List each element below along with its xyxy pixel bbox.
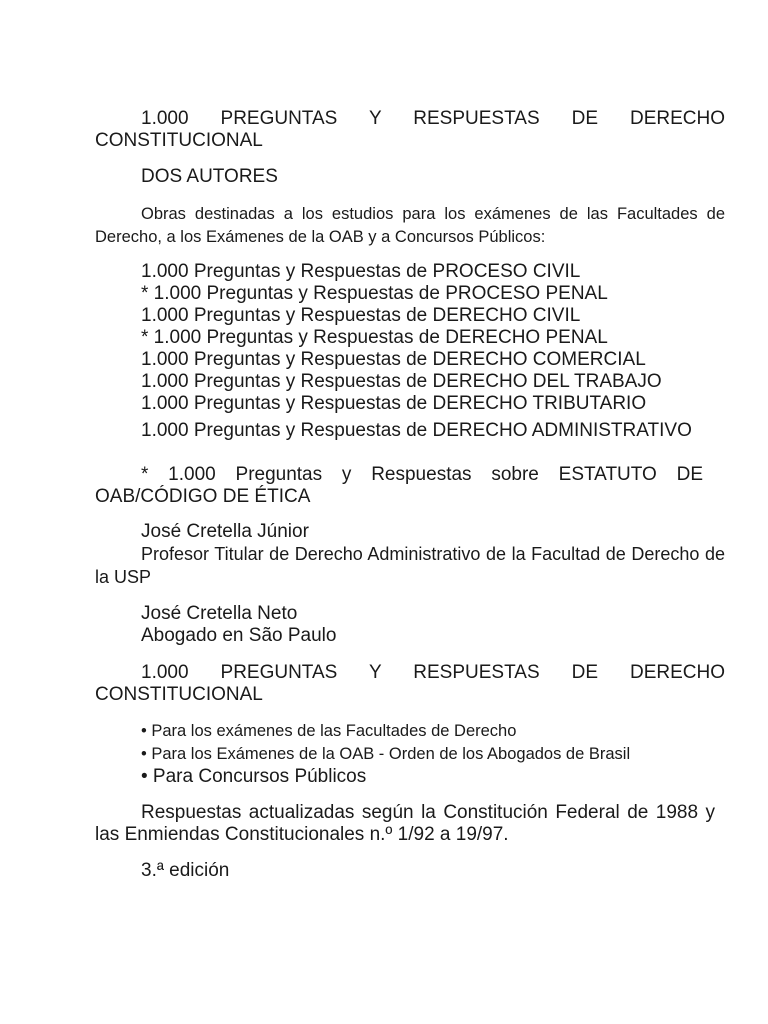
- works-list: [95, 261, 725, 415]
- intro-paragraph: Obras destinadas a los estudios para los exámenes de las Facultades de Derecho, a los Exámenes de la OAB y a Concursos Públicos:: [95, 205, 725, 246]
- author-one-role: Profesor Titular de Derecho Administrativo de la Facultad de Derecho de la USP: [95, 544, 725, 587]
- work-item: * 1.000 Preguntas y Respuestas de PROCESO PENAL: [141, 283, 608, 304]
- authors-label: DOS AUTORES: [141, 166, 278, 187]
- audience-item: • Para los exámenes de las Facultades de Derecho: [141, 722, 517, 740]
- work-item: 1.000 Preguntas y Respuestas de DERECHO DEL TRABAJO: [141, 371, 662, 392]
- edition-label: 3.ª edición: [141, 860, 230, 881]
- work-item: 1.000 Preguntas y Respuestas de DERECHO TRIBUTARIO: [141, 393, 647, 414]
- work-item-estatuto: * 1.000 Preguntas y Respuestas sobre ESTATUTO DE OAB/CÓDIGO DE ÉTICA: [95, 464, 703, 507]
- author-one: [95, 521, 725, 588]
- author-two-name: José Cretella Neto: [141, 603, 298, 624]
- work-item: 1.000 Preguntas y Respuestas de DERECHO COMERCIAL: [141, 349, 646, 370]
- audience-list: [95, 720, 725, 789]
- author-two-role: Abogado en São Paulo: [141, 625, 337, 646]
- audience-item: • Para los Exámenes de la OAB - Orden de los Abogados de Brasil: [141, 745, 631, 763]
- update-note: Respuestas actualizadas según la Constitución Federal de 1988 y las Enmiendas Constitucionales n.º 1/92 a 19/97.: [95, 802, 715, 845]
- book-title-repeat: 1.000 PREGUNTAS Y RESPUESTAS DE DERECHO CONSTITUCIONAL: [95, 662, 725, 705]
- work-item-administrativo: 1.000 Preguntas y Respuestas de DERECHO ADMINISTRATIVO: [141, 420, 692, 441]
- work-item: 1.000 Preguntas y Respuestas de DERECHO CIVIL: [141, 305, 581, 326]
- book-title: 1.000 PREGUNTAS Y RESPUESTAS DE DERECHO CONSTITUCIONAL: [95, 108, 725, 151]
- work-item: * 1.000 Preguntas y Respuestas de DERECHO PENAL: [141, 327, 608, 348]
- author-one-name: José Cretella Júnior: [141, 521, 309, 542]
- work-item: 1.000 Preguntas y Respuestas de PROCESO CIVIL: [141, 261, 581, 282]
- audience-item: • Para Concursos Públicos: [141, 766, 367, 787]
- author-two: [95, 603, 725, 647]
